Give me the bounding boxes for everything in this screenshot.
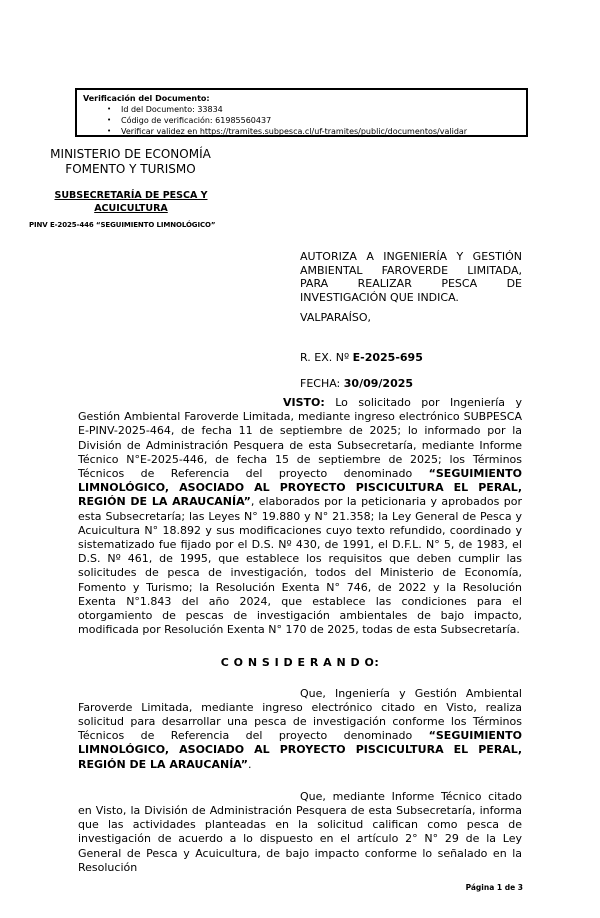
ministry-line-2: FOMENTO Y TURISMO — [65, 162, 196, 176]
verification-title: Verificación del Documento: — [83, 94, 210, 103]
considerando1-part1: Que, Ingeniería y Gestión Ambiental Faroverde Limitada, mediante ingreso electrónico citado en Visto, realiza solicitud para desarrollar una pesca de investigación conforme los Términos Técnicos de Referencia del proyecto denominado — [78, 686, 522, 743]
resolution-label: R. EX. Nº — [300, 350, 353, 364]
ministry-line-1: MINISTERIO DE ECONOMÍA — [50, 147, 211, 161]
considerando1-part2: . — [248, 757, 252, 771]
considerando-paragraph-1 — [78, 687, 522, 772]
resolution-body — [78, 396, 522, 875]
city-line: VALPARAÍSO, — [300, 311, 372, 325]
verification-item-url — [83, 126, 520, 137]
considerando-paragraph-2: Que, mediante Informe Técnico citado en Visto, la División de Administración Pesquera de esta Subsecretaría, informa que las actividades planteadas en la solicitud califican como pesca de investigación de acuerdo a lo dispuesto en el artículo 2° N° 29 de la Ley General de Pesca y Acuicultura, de bajo impacto conforme lo señalado en la Resolución — [78, 789, 522, 874]
visto-paragraph — [78, 396, 522, 637]
verification-item-code — [83, 115, 520, 126]
resolution-date-line — [300, 377, 522, 391]
visto-part1: Lo solicitado por Ingeniería y Gestión Ambiental Faroverde Limitada, mediante ingreso electrónico SUBPESCA E-PINV-2025-464, de fecha 11 de septiembre de 2025; lo informado por la División de Administración Pesquera de esta Subsecretaría, mediante Informe Técnico N°E-2025-446, de fecha 15 de septiembre de 2025; los Términos Técnicos de Referencia del proyecto denominado — [78, 396, 522, 481]
resolution-number: E-2025-695 — [352, 350, 423, 364]
project-reference: PINV E-2025-446 “SEGUIMIENTO LIMNOLÓGICO” — [29, 221, 216, 229]
visto-part2: , elaborados por la peticionaria y aprobados por esta Subsecretaría; las Leyes N° 19.880 y N° 21.358; la Ley General de Pesca y Acuicultura N° 18.892 y sus modificaciones cuyo texto refundido, coordinado y sistematizado fue fijado por el D.S. Nº 430, de 1991, el D.F.L. N° 5, de 1983, el D.S. Nº 461, de 1995, que establece los requisitos que deben cumplir las solicitudes de pesca de investigación, todos del Ministerio de Economía, Fomento y Turismo; la Resolución Exenta N° 746, de 2022 y la Resolución Exenta N°1.843 del año 2024, que establece las condiciones para el otorgamiento de pescas de investigación ambientales de bajo impacto, modificada por Resolución Exenta N° 170 de 2025, todas de esta Subsecretaría. — [78, 495, 523, 637]
considerando1-project-name: “SEGUIMIENTO LIMNOLÓGICO, ASOCIADO AL PROYECTO PISCICULTURA EL PERAL, REGIÓN DE LA ARAUCANÍA” — [78, 729, 522, 771]
considerando-heading: C O N S I D E R A N D O: — [220, 656, 380, 670]
bullet-icon: • — [107, 127, 112, 135]
verification-doc-id-text: Id del Documento: 33834 — [121, 105, 223, 114]
verification-box — [75, 88, 528, 137]
resolution-title-block — [300, 250, 522, 402]
page-number: Página 1 de 3 — [465, 883, 523, 892]
visto-lead: VISTO: — [283, 396, 325, 409]
date-label: FECHA: — [300, 376, 344, 390]
visto-project-name: “SEGUIMIENTO LIMNOLÓGICO, ASOCIADO AL PROYECTO PISCICULTURA EL PERAL, REGIÓN DE LA ARAUCANÍA” — [78, 467, 522, 509]
bullet-icon: • — [107, 116, 112, 124]
resolution-subject: AUTORIZA A INGENIERÍA Y GESTIÓN AMBIENTAL FAROVERDE LIMITADA, PARA REALIZAR PESCA DE INVESTIGACIÓN QUE INDICA. — [300, 250, 522, 304]
subsecretaria-title: SUBSECRETARÍA DE PESCA Y ACUICULTURA — [54, 190, 208, 214]
resolution-number-line — [300, 351, 522, 365]
ministry-header — [28, 147, 233, 177]
verification-list — [83, 104, 520, 137]
verification-item-doc-id — [83, 104, 520, 115]
verification-code-text: Código de verificación: 61985560437 — [121, 116, 272, 125]
verification-url-text: Verificar validez en https://tramites.subpesca.cl/uf-tramites/public/documentos/validar — [121, 127, 468, 136]
date-value: 30/09/2025 — [343, 376, 414, 390]
bullet-icon: • — [107, 105, 112, 113]
